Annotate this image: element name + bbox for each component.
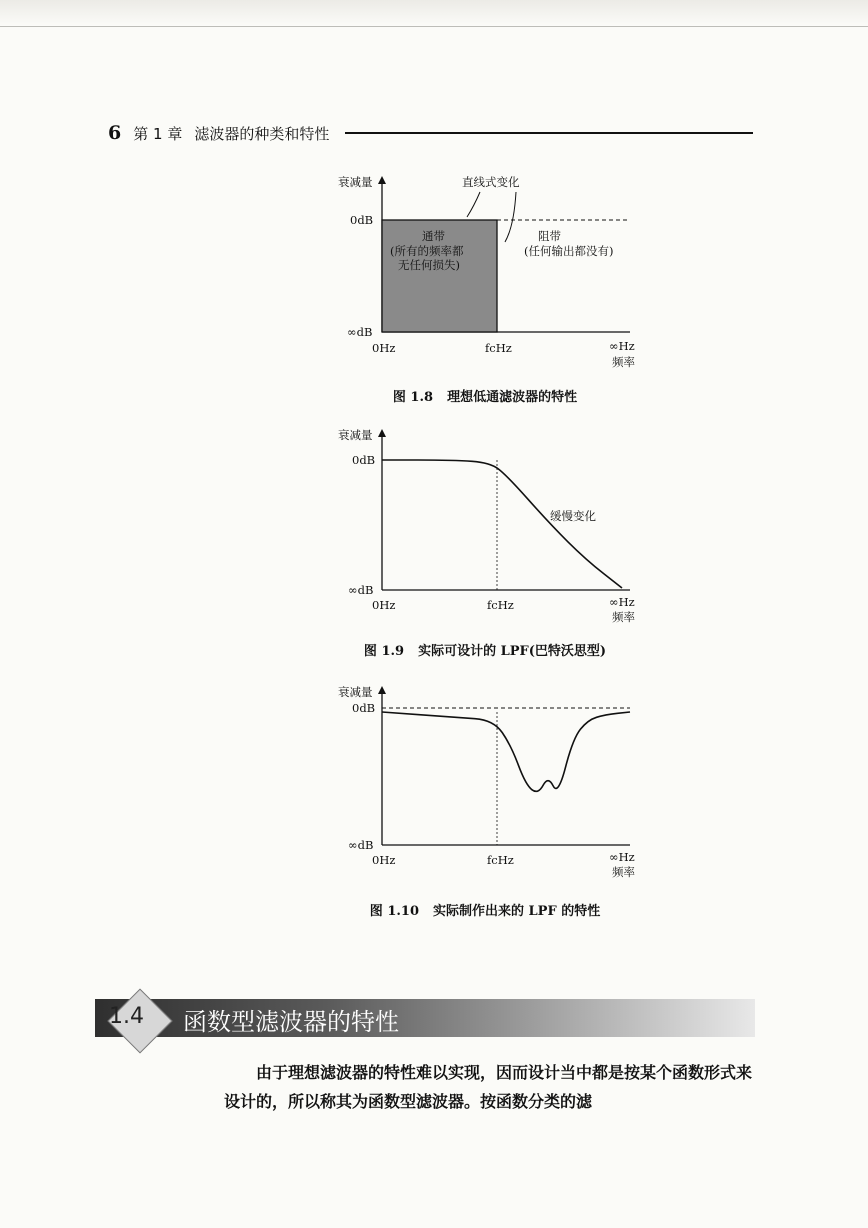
slope-annotation: 缓慢变化: [550, 509, 596, 523]
edge-leader-line-2: [505, 192, 516, 242]
caption-text: 理想低通滤波器的特性: [447, 390, 578, 405]
y-tick-inf-db: ∞dB: [348, 583, 374, 597]
y-tick-0db: 0dB: [350, 213, 374, 227]
section-heading: [95, 990, 755, 1050]
response-curve: [382, 712, 630, 791]
chapter-number: 第 1 章: [133, 124, 183, 143]
figure-1-10-caption: [300, 900, 670, 919]
x-tick-fc: fcHz: [487, 598, 514, 612]
caption-number: 图 1.8: [392, 390, 434, 405]
y-tick-inf-db: ∞dB: [348, 838, 374, 852]
figure-1-8: [0, 170, 868, 375]
x-tick-fc: fcHz: [487, 853, 514, 867]
y-axis-label: 衰减量: [338, 175, 373, 189]
y-axis-arrow: [378, 686, 386, 694]
figure-1-9: [0, 425, 868, 625]
caption-number: 图 1.9: [363, 644, 405, 659]
x-tick-0hz: 0Hz: [372, 598, 396, 612]
x-tick-inf-hz: ∞Hz: [609, 850, 635, 864]
y-axis-label: 衰减量: [338, 428, 373, 442]
x-unit-label: 频率: [612, 355, 635, 369]
page-number: 6: [108, 122, 122, 144]
edge-leader-line: [467, 192, 480, 217]
y-axis-arrow: [378, 176, 386, 184]
stopband-note: (任何输出都没有): [524, 244, 614, 258]
passband-note-2: 无任何损失): [398, 258, 460, 272]
figure-1-10: [0, 682, 868, 887]
edge-annotation: 直线式变化: [462, 175, 520, 189]
caption-number: 图 1.10: [369, 904, 419, 919]
figure-1-9-caption: [300, 640, 670, 659]
running-header: [108, 120, 753, 146]
y-tick-0db: 0dB: [352, 453, 376, 467]
header-rule: [345, 132, 753, 134]
figure-1-8-caption: [300, 386, 670, 405]
response-curve: [382, 460, 622, 588]
caption-text: 实际可设计的 LPF(巴特沃思型): [418, 644, 607, 659]
x-tick-0hz: 0Hz: [372, 341, 396, 355]
scan-border: [0, 0, 868, 27]
x-tick-fc: fcHz: [485, 341, 512, 355]
y-axis-arrow: [378, 429, 386, 437]
x-unit-label: 频率: [612, 610, 635, 624]
caption-text: 实际制作出来的 LPF 的特性: [433, 904, 601, 919]
x-tick-inf-hz: ∞Hz: [609, 595, 635, 609]
section-title: 函数型滤波器的特性: [183, 1008, 399, 1036]
x-tick-0hz: 0Hz: [372, 853, 396, 867]
y-axis-label: 衰减量: [338, 685, 373, 699]
section-number: 1.4: [109, 1004, 144, 1029]
chapter-title: 滤波器的种类和特性: [194, 124, 330, 143]
passband-label: 通带: [422, 229, 445, 243]
y-tick-0db: 0dB: [352, 701, 376, 715]
stopband-label: 阻带: [538, 229, 561, 243]
passband-note-1: (所有的频率都: [390, 244, 464, 258]
x-tick-inf-hz: ∞Hz: [609, 339, 635, 353]
x-unit-label: 频率: [612, 865, 635, 879]
body-paragraph: 由于理想滤波器的特性难以实现，因而设计当中都是按某个函数形式来设计的，所以称其为函数型滤波器。按函数分类的滤: [224, 1063, 753, 1111]
y-tick-inf-db: ∞dB: [347, 325, 373, 339]
